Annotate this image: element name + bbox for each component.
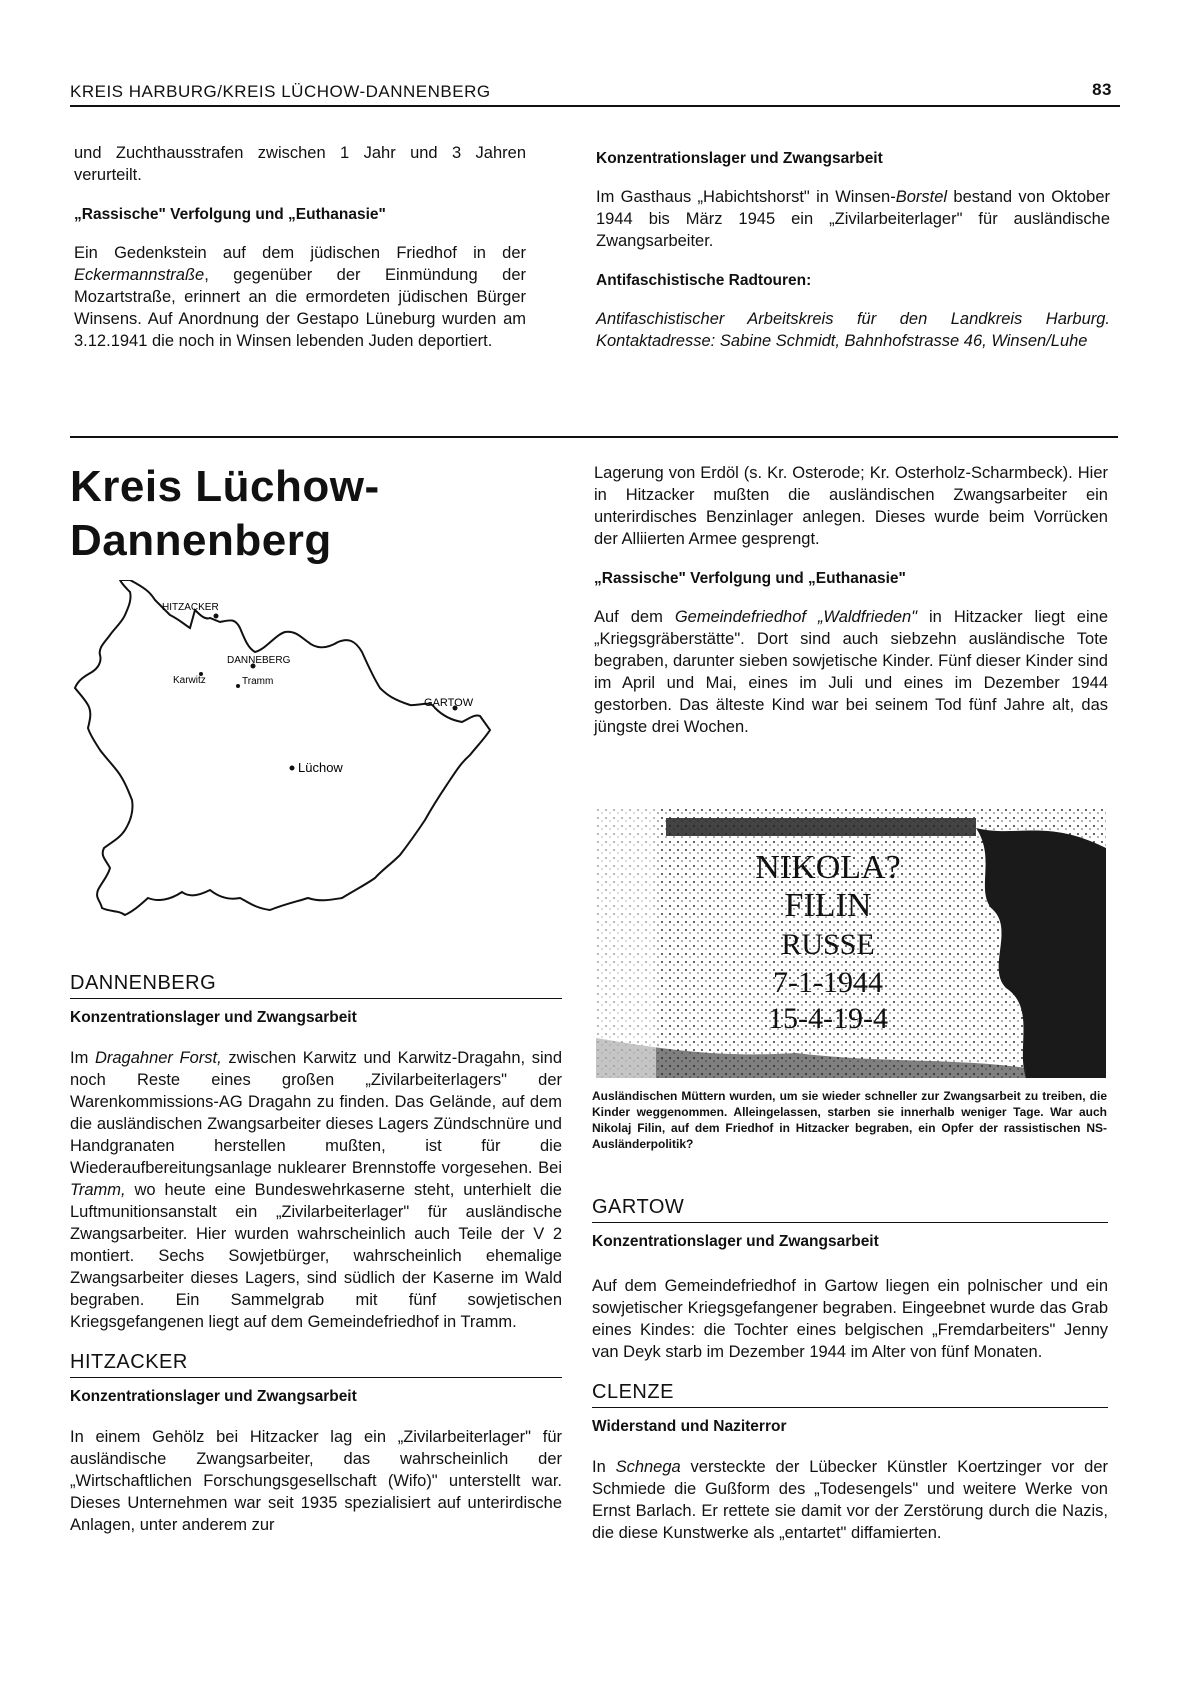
top-right-column [596, 148, 1110, 370]
running-head [70, 82, 1120, 107]
inscription-line: 15-4-19-4 [768, 1002, 888, 1035]
paragraph: Im Dragahner Forst, zwischen Karwitz und Karwitz-Dragahn, sind noch Reste eines großen „Zivilarbeiterlagers" der Warenkommissions-AG Dragahn zu finden. Das Gelände, auf dem die ausländischen Zwangsarbeiter dieses Lagers Zündschnüre und Handgranaten herstellen mußten, ist für die Wiederaufbereitungsanlage nuklearer Brennstoffe vorgesehen. Bei Tramm, wo heute eine Bundeswehrkaserne steht, unterhielt die Luftmunitionsanstalt ein „Zivilarbeiterlager" für ausländische Zwangsarbeiter. Hier wurden wahrscheinlich auch Teile der V 2 montiert. Sechs Sowjetbürger, wahrscheinlich ehemalige Zwangsarbeiter dieses Lagers, sind südlich der Kaserne im Wald begraben. Ein Sammelgrab mit fünf sowjetischen Kriegsgefangenen liegt auf dem Gemeindefriedhof in Tramm. [70, 1049, 562, 1331]
subhead: „Rassische" Verfolgung und „Euthanasie" [74, 206, 386, 223]
photo-caption: Ausländischen Müttern wurden, um sie wieder schneller zur Zwangsarbeit zu treiben, die Kinder weggenommen. Alleingelassen, starben sie innerhalb weniger Tage. War auch Nikolaj Filin, auf dem Friedhof in Hitzacker begraben, ein Opfer der rassistischen NS-Ausländerpolitik? [592, 1089, 1107, 1151]
section-title-line: Dannenberg [70, 516, 332, 565]
section-title [70, 460, 540, 568]
rule [70, 1377, 562, 1378]
map-label-tramm: Tramm [242, 676, 274, 687]
lower-left-column [70, 972, 562, 1554]
inscription-line: RUSSE [781, 928, 875, 961]
paragraph: Auf dem Gemeindefriedhof in Gartow liegen ein polnischer und ein sowjetischer Kriegsgefangener begraben. Eingeebnet wurde das Grab eines Kindes: die Tochter eines belgischen „Fremdarbeiters" Jenny van Deyk starb im Dezember 1944 im Alter von fünf Monaten. [592, 1277, 1108, 1361]
inscription-line: FILIN [784, 887, 872, 924]
place-heading-dannenberg: DANNENBERG [70, 972, 217, 994]
running-title: KREIS HARBURG/KREIS LÜCHOW-DANNENBERG [70, 82, 491, 101]
place-heading-gartow: GARTOW [592, 1196, 685, 1218]
inscription-line: 7-1-1944 [773, 966, 883, 999]
district-map [70, 580, 540, 950]
subhead: Konzentrationslager und Zwangsarbeit [596, 150, 883, 167]
page-number: 83 [1092, 80, 1112, 99]
paragraph: In einem Gehölz bei Hitzacker lag ein „Zivilarbeiterlager" für ausländische Zwangsarbeiter, das wahrscheinlich der „Wirtschaftlichen Forschungsgesellschaft (Wifo)" unterstellt war. Dieses Unternehmen war seit 1935 spezialisiert auf unterirdische Anlagen, unter anderem zur [70, 1428, 562, 1534]
inscription-line: NIKOLA? [755, 849, 901, 886]
map-label-gartow: GARTOW [424, 697, 474, 709]
grave-photo [596, 808, 1106, 1078]
place-heading-clenze: CLENZE [592, 1381, 674, 1403]
rule [70, 998, 562, 999]
paragraph: Ein Gedenkstein auf dem jüdischen Friedhof in der Eckermannstraße, gegenüber der Einmündung der Mozartstraße, erinnert an die ermordeten jüdischen Bürger Winsens. Auf Anordnung der Gestapo Lüneburg wurden am 3.12.1941 die noch in Winsen lebenden Juden deportiert. [74, 244, 526, 350]
section-divider [70, 436, 1118, 438]
subhead: „Rassische" Verfolgung und „Euthanasie" [594, 570, 906, 587]
map-label-hitzacker: HITZACKER [162, 602, 219, 613]
subhead: Konzentrationslager und Zwangsarbeit [70, 1388, 357, 1405]
section-title-line: Kreis Lüchow- [70, 462, 380, 511]
town-dot [290, 766, 295, 771]
paragraph: und Zuchthausstrafen zwischen 1 Jahr und 3 Jahren verurteilt. [74, 144, 526, 184]
right-column [594, 462, 1108, 756]
top-left-column [74, 142, 526, 370]
rule [592, 1222, 1108, 1223]
subhead: Konzentrationslager und Zwangsarbeit [592, 1233, 879, 1250]
paragraph: In Schnega versteckte der Lübecker Künstler Koertzinger vor der Schmiede die Gußform des „Todesengels" und weitere Werke von Ernst Barlach. Er rettete sie damit vor der Zerstörung durch die Nazis, die diese Kunstwerke als „entartet" diffamierten. [592, 1458, 1108, 1542]
paragraph: Auf dem Gemeindefriedhof „Waldfrieden" in Hitzacker liegt eine „Kriegsgräberstätte". Dort sind auch siebzehn ausländische Tote begraben, darunter sieben sowjetische Kinder. Fünf dieser Kinder sind im April und Mai, eines im Juli und eines im Dezember 1944 gestorben. Das älteste Kind war bei seinem Tod fünf Jahre alt, das jüngste drei Wochen. [594, 608, 1108, 736]
subhead: Konzentrationslager und Zwangsarbeit [70, 1009, 357, 1026]
lower-right-column [592, 1196, 1108, 1562]
rule [592, 1407, 1108, 1408]
paragraph: Lagerung von Erdöl (s. Kr. Osterode; Kr. Osterholz-Scharmbeck). Hier in Hitzacker mußten die ausländischen Zwangsarbeiter ein unterirdisches Benzinlager anlegen. Dieses wurde beim Vorrücken der Alliierten Armee gesprengt. [594, 464, 1108, 548]
paragraph: Antifaschistischer Arbeitskreis für den Landkreis Harburg. Kontaktadresse: Sabine Schmidt, Bahnhofstrasse 46, Winsen/Luhe [596, 310, 1110, 350]
map-label-karwitz: Karwitz [173, 675, 206, 686]
paragraph: Im Gasthaus „Habichtshorst" in Winsen-Borstel bestand von Oktober 1944 bis März 1945 ein „Zivilarbeiterlager" für ausländische Zwangsarbeiter. [596, 188, 1111, 250]
district-outline [75, 580, 490, 915]
town-dot [236, 684, 240, 688]
map-label-luechow: Lüchow [298, 760, 343, 775]
town-dot [214, 614, 219, 619]
map-label-dannenberg: DANNEBERG [227, 655, 291, 666]
subhead: Widerstand und Naziterror [592, 1418, 787, 1435]
place-heading-hitzacker: HITZACKER [70, 1351, 188, 1373]
subhead: Antifaschistische Radtouren: [596, 272, 812, 289]
grave-photo-image [596, 808, 1106, 1078]
